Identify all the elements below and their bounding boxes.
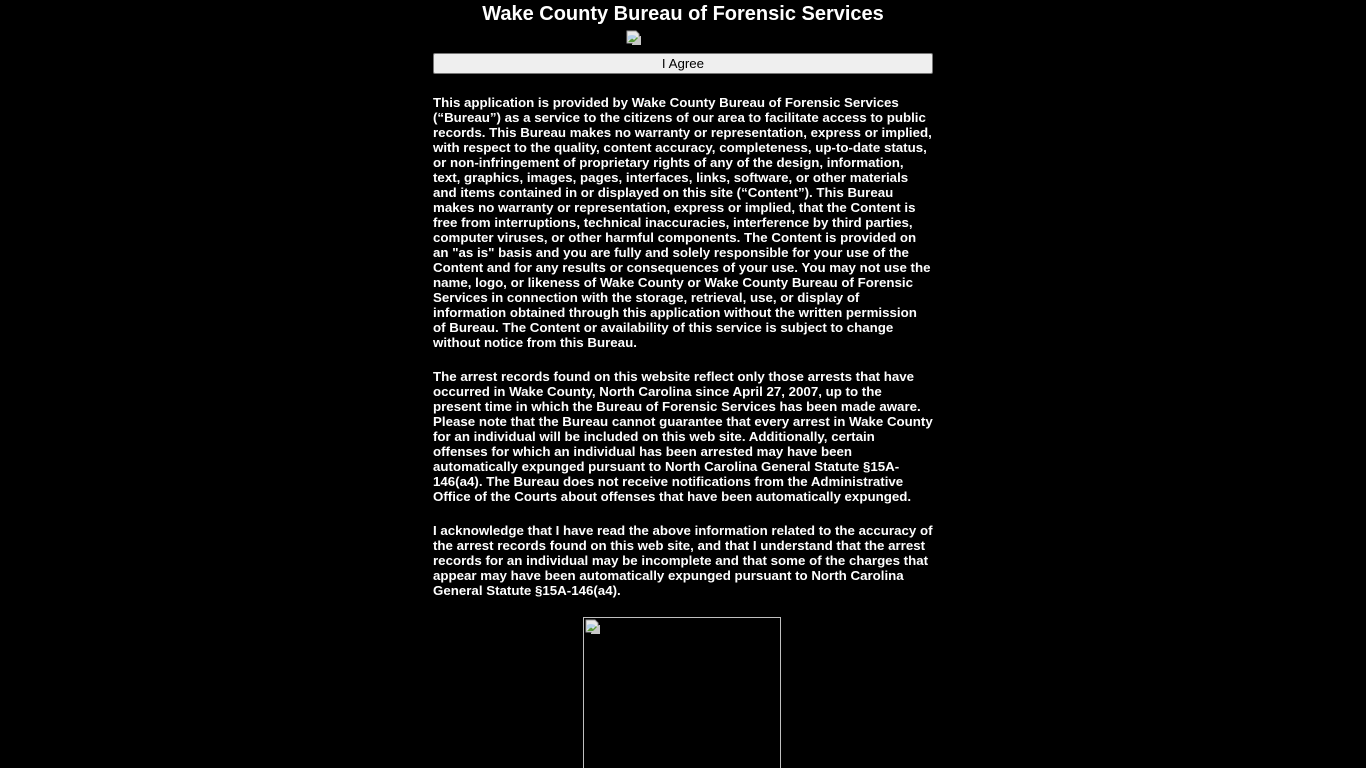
page-title: Wake County Bureau of Forensic Services <box>482 3 884 25</box>
disclaimer-paragraph-acknowledgement: I acknowledge that I have read the above information related to the accuracy of the arrest records found on this web site, and that I understand that the arrest records for an individual may be incomplete and that some of the charges that appear may have been automatically expunged pursuant to North Carolina General Statute §15A-146(a4). <box>433 523 933 598</box>
disclaimer-paragraph-terms: This application is provided by Wake County Bureau of Forensic Services (“Bureau”) as a service to the citizens of our area to facilitate access to public records. This Bureau makes no warranty or representation, express or implied, with respect to the quality, content accuracy, completeness, up-to-date status, or non-infringement of proprietary rights of any of the design, information, text, graphics, images, pages, interfaces, links, software, or other materials and items contained in or displayed on this site (“Content”). This Bureau makes no warranty or representation, express or implied, that the Content is free from interruptions, technical inaccuracies, interference by third parties, computer viruses, or other harmful components. The Content is provided on an "as is" basis and you are fully and solely responsible for your use of the Content and for any results or consequences of your use. You may not use the name, logo, or likeness of Wake County or Wake County Bureau of Forensic Services in connection with the storage, retrieval, use, or display of information obtained through this application without the written permission of Bureau. The Content or availability of this service is subject to change without notice from this Bureau. <box>433 95 932 350</box>
broken-image-icon <box>585 619 601 635</box>
broken-image-icon <box>626 30 642 46</box>
disclaimer-paragraph-records: The arrest records found on this website reflect only those arrests that have occurred in Wake County, North Carolina since April 27, 2007, up to the present time in which the Bureau of Forensic Services has been made aware. Please note that the Bureau cannot guarantee that every arrest in Wake County for an individual will be included on this web site. Additionally, certain offenses for which an individual has been arrested may have been automatically expunged pursuant to North Carolina General Statute §15A-146(a4). The Bureau does not receive notifications from the Administrative Office of the Courts about offenses that have been automatically expunged. <box>433 369 933 504</box>
footer-image-frame <box>583 617 781 768</box>
agree-button[interactable]: I Agree <box>433 53 933 74</box>
